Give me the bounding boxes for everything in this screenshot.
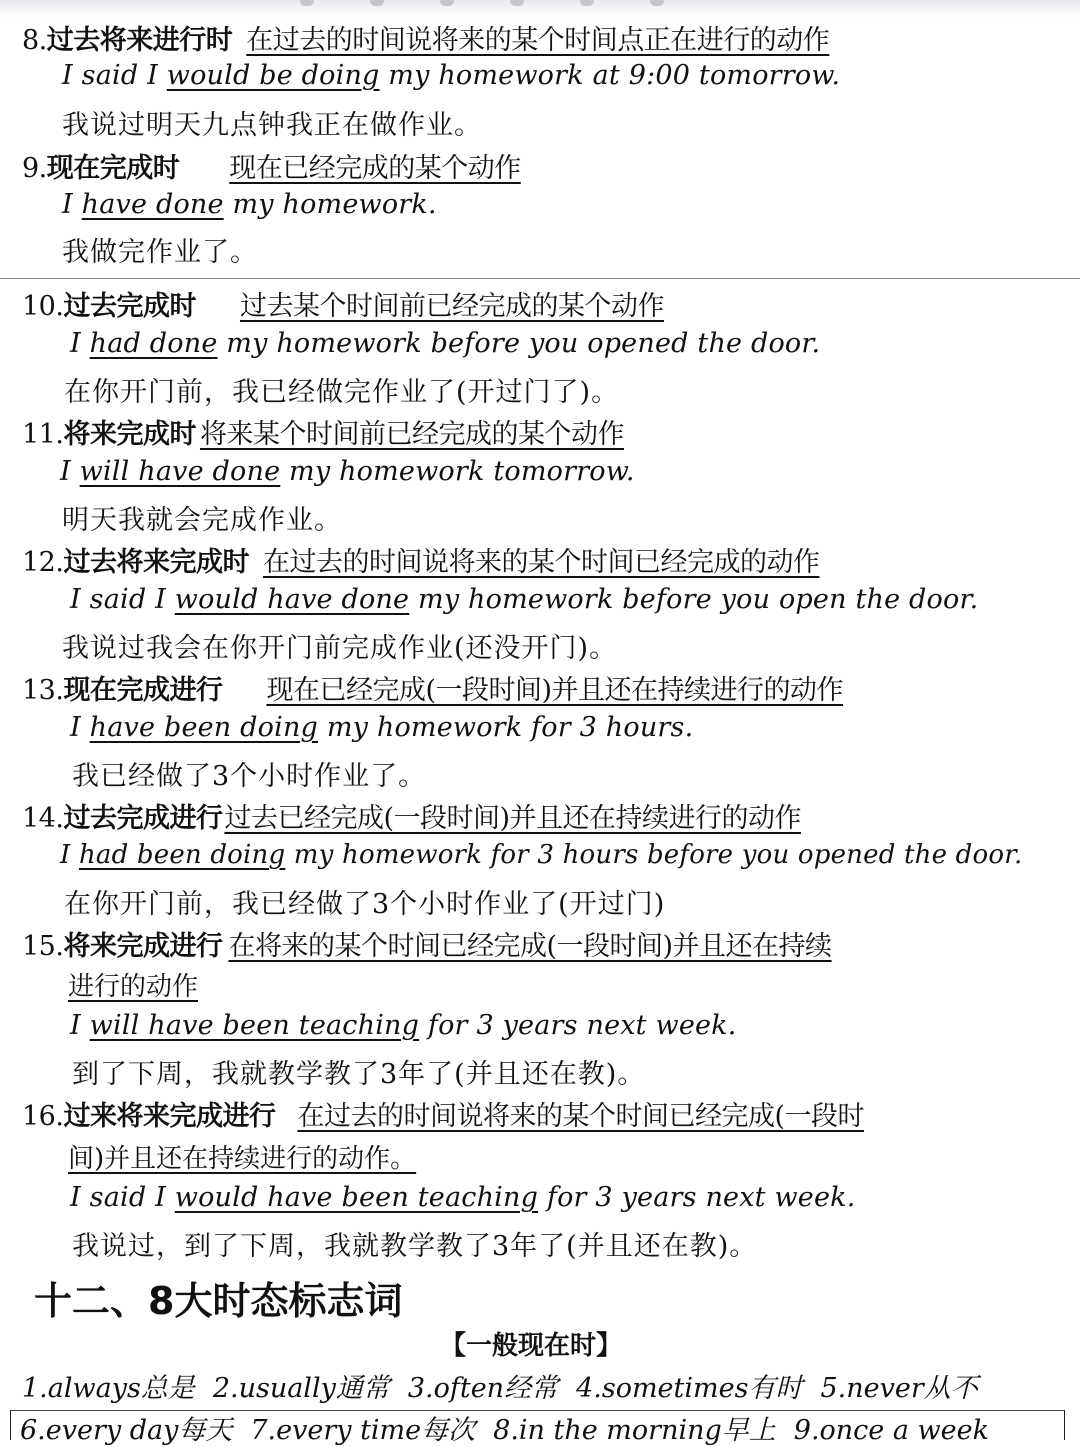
tense-number: 10. (22, 291, 64, 322)
example-english-12 (70, 584, 978, 615)
tense-name: 将来完成进行 (63, 931, 223, 962)
tense-name: 现在完成时 (46, 153, 180, 184)
example-text: I (70, 328, 90, 359)
example-verb-phrase: will have done (79, 456, 281, 487)
example-verb-phrase: had done (89, 328, 218, 359)
keyword-item: 4.sometimes有时 (576, 1373, 803, 1404)
example-english-8 (62, 60, 840, 91)
tense-name: 将来完成时 (63, 419, 196, 450)
example-text: I said I (62, 60, 167, 91)
example-text: my homework tomorrow. (280, 456, 635, 487)
tense-name: 现在完成进行 (63, 675, 223, 706)
example-english-15 (70, 1010, 737, 1041)
tense-description-cont: 进行的动作 (68, 972, 199, 1002)
tense-header-12 (22, 540, 819, 579)
tense-header-11 (22, 412, 624, 451)
example-verb-phrase: had been doing (78, 840, 286, 870)
section-title: 十二、8大时态标志词 (34, 1279, 403, 1323)
tense-number: 11. (22, 419, 64, 450)
example-chinese-9: 我做完作业了。 (62, 237, 258, 268)
tense-description: 现在已经完成的某个动作 (229, 153, 521, 184)
tense-name: 过来将来完成进行 (63, 1101, 276, 1132)
tense-description: 在过去的时间说将来的某个时间点正在进行的动作 (246, 25, 830, 56)
tense-description: 在将来的某个时间已经完成(一段时间)并且还在持续 (228, 931, 832, 962)
example-text: my homework. (223, 189, 437, 220)
example-chinese-15: 到了下周，我就教学教了3年了(并且还在教)。 (72, 1059, 646, 1090)
example-text: I (62, 189, 82, 220)
keyword-item: 3.often经常 (407, 1373, 559, 1404)
example-text: I (70, 712, 90, 743)
tense-header-10 (22, 284, 664, 323)
example-english-11 (60, 456, 635, 487)
example-text: for 3 years next week. (538, 1182, 856, 1213)
example-chinese-13: 我已经做了3个小时作业了。 (72, 761, 427, 792)
toolbar-icons (300, 0, 800, 8)
example-verb-phrase: have done (81, 189, 224, 220)
tense-name: 过去完成进行 (63, 803, 223, 834)
tense-name: 过去将来完成时 (63, 547, 249, 578)
tense-header-16 (22, 1094, 864, 1133)
example-english-9 (62, 189, 437, 220)
keyword-box-left (10, 1410, 11, 1440)
tense-number: 8. (22, 25, 47, 56)
tense-number: 15. (22, 931, 64, 962)
keyword-item: 8.in the morning早上 (493, 1415, 776, 1446)
tense-number: 13. (22, 675, 64, 706)
tense-header-13 (22, 668, 843, 707)
example-chinese-12: 我说过我会在你开门前完成作业(还没开门)。 (62, 633, 618, 664)
example-text: my homework before you opened the door. (217, 328, 821, 359)
tense-name: 过去完成时 (63, 291, 196, 322)
example-verb-phrase: would have done (174, 584, 410, 615)
keyword-item: 5.never从不 (820, 1373, 978, 1404)
tense-description: 现在已经完成(一段时间)并且还在持续进行的动作 (266, 675, 844, 706)
tense-description: 在过去的时间说将来的某个时间已经完成(一段时 (297, 1101, 864, 1132)
tense-header-9 (22, 146, 521, 185)
example-text: I said I (70, 1182, 175, 1213)
example-english-13 (70, 712, 693, 743)
example-text: I (60, 840, 79, 870)
example-text: my homework for 3 hours before you opened the door. (285, 840, 1023, 870)
keyword-item: 2.usually通常 (212, 1373, 390, 1404)
example-text: I (60, 456, 80, 487)
keyword-item: 7.every time每次 (250, 1415, 476, 1446)
example-chinese-8: 我说过明天九点钟我正在做作业。 (62, 110, 482, 141)
tense-description: 将来某个时间前已经完成的某个动作 (199, 419, 624, 450)
tense-number: 16. (22, 1101, 64, 1132)
example-text: I (70, 1010, 90, 1041)
tense-description: 过去某个时间前已经完成的某个动作 (239, 291, 664, 322)
page-break-line (0, 278, 1080, 279)
example-english-14 (60, 840, 1022, 870)
example-text: my homework before you open the door. (409, 584, 979, 615)
example-english-16 (70, 1182, 856, 1213)
tense-number: 14. (22, 803, 64, 834)
tense-number: 9. (22, 153, 47, 184)
keyword-item: 6.every day每天 (20, 1415, 233, 1446)
example-english-10 (70, 328, 820, 359)
keyword-box-right (1064, 1410, 1065, 1440)
example-chinese-11: 明天我就会完成作业。 (62, 505, 342, 536)
top-toolbar-strip (0, 0, 1080, 18)
tense-description: 在过去的时间说将来的某个时间已经完成的动作 (262, 547, 820, 578)
example-verb-phrase: will have been teaching (89, 1010, 420, 1041)
example-text: I said I (70, 584, 175, 615)
keyword-row-1 (22, 1366, 996, 1405)
keyword-row-2 (20, 1408, 1007, 1447)
tense-name: 过去将来进行时 (46, 25, 233, 56)
example-text: for 3 years next week. (419, 1010, 737, 1041)
example-chinese-16: 我说过，到了下周，我就教学教了3年了(并且还在教)。 (72, 1231, 758, 1262)
tense-header-14 (22, 796, 801, 835)
example-verb-phrase: would be doing (166, 60, 380, 91)
example-text: my homework at 9:00 tomorrow. (379, 60, 841, 91)
example-chinese-10: 在你开门前，我已经做完作业了(开过门了)。 (64, 377, 620, 408)
keyword-item: 9.once a week (793, 1415, 989, 1446)
example-verb-phrase: would have been teaching (174, 1182, 539, 1213)
example-text: my homework for 3 hours. (318, 712, 694, 743)
tense-description: 过去已经完成(一段时间)并且还在持续进行的动作 (224, 803, 802, 834)
example-chinese-14: 在你开门前，我已经做了3个小时作业了(开过门) (64, 889, 666, 920)
tense-header-8 (22, 18, 829, 57)
tense-description-cont: 间)并且还在持续进行的动作。 (68, 1144, 417, 1174)
keyword-item: 1.always总是 (22, 1373, 195, 1404)
subheading-simple-present: 【一般现在时】 (440, 1331, 623, 1361)
tense-header-15 (22, 924, 832, 963)
example-verb-phrase: have been doing (89, 712, 319, 743)
tense-number: 12. (22, 547, 64, 578)
